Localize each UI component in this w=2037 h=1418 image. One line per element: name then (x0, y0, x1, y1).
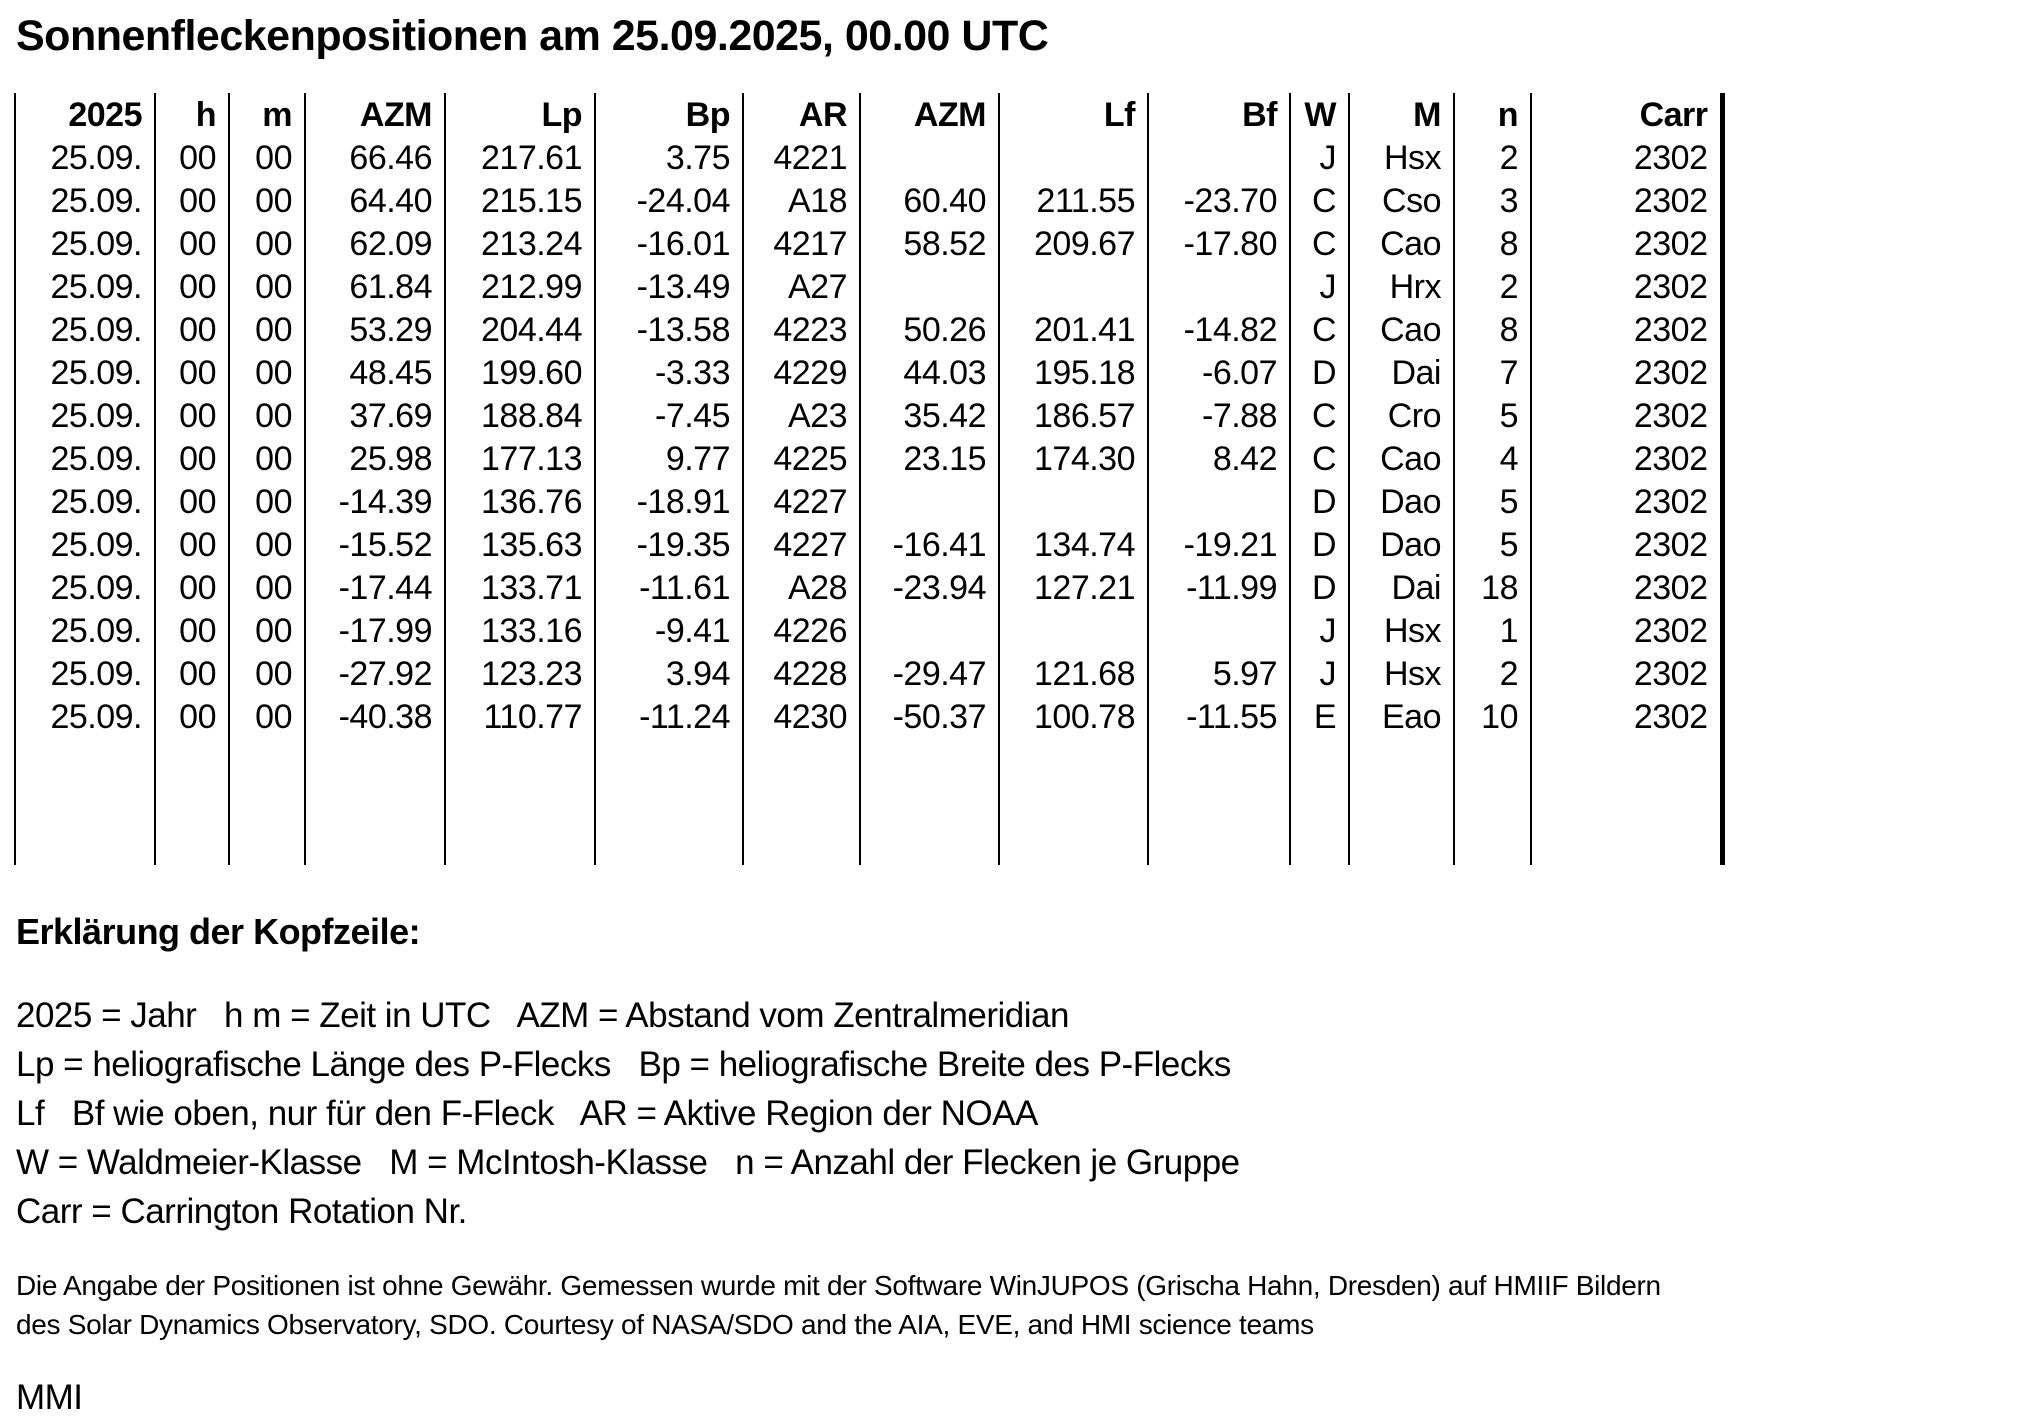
table-cell: 2302 (1531, 438, 1722, 481)
table-cell: 00 (229, 438, 305, 481)
table-cell: Dai (1349, 352, 1454, 395)
table-cell (1148, 266, 1290, 309)
table-cell: 00 (229, 223, 305, 266)
table-cell: C (1290, 223, 1349, 266)
table-cell: 00 (229, 309, 305, 352)
table-cell: 00 (155, 481, 229, 524)
table-cell: 2302 (1531, 567, 1722, 610)
table-cell: 4228 (743, 653, 860, 696)
table-cell: 00 (155, 266, 229, 309)
table-cell: -11.99 (1148, 567, 1290, 610)
table-cell: C (1290, 180, 1349, 223)
table-cell: Dao (1349, 524, 1454, 567)
table-cell: J (1290, 266, 1349, 309)
table-cell (999, 266, 1148, 309)
table-cell: 25.09. (15, 352, 155, 395)
table-cell: D (1290, 524, 1349, 567)
table-cell: -27.92 (305, 653, 445, 696)
table-cell: 2 (1454, 137, 1531, 180)
table-cell: 00 (229, 352, 305, 395)
table-cell: 2302 (1531, 352, 1722, 395)
table-cell: -24.04 (595, 180, 743, 223)
table-cell: 00 (229, 395, 305, 438)
table-cell: 00 (155, 653, 229, 696)
table-cell: -40.38 (305, 696, 445, 739)
table-spacer-cell (229, 739, 305, 865)
table-cell: 215.15 (445, 180, 595, 223)
table-cell: 00 (229, 266, 305, 309)
column-header: W (1290, 93, 1349, 137)
table-spacer-cell (743, 739, 860, 865)
legend-line: Lf Bf wie oben, nur für den F-Fleck AR = Aktive Region der NOAA (16, 1094, 1038, 1133)
table-cell: -6.07 (1148, 352, 1290, 395)
table-cell: 25.09. (15, 309, 155, 352)
table-cell: 212.99 (445, 266, 595, 309)
table-cell: 4225 (743, 438, 860, 481)
table-cell: 110.77 (445, 696, 595, 739)
table-cell: Hsx (1349, 137, 1454, 180)
table-cell: -23.70 (1148, 180, 1290, 223)
table-cell: 4223 (743, 309, 860, 352)
table-cell: 5 (1454, 481, 1531, 524)
table-cell: 5 (1454, 395, 1531, 438)
table-cell: 00 (229, 567, 305, 610)
table-cell: A23 (743, 395, 860, 438)
table-cell: 25.09. (15, 395, 155, 438)
table-cell: 4227 (743, 524, 860, 567)
table-cell: 48.45 (305, 352, 445, 395)
table-cell: Cso (1349, 180, 1454, 223)
table-cell: E (1290, 696, 1349, 739)
legend-heading: Erklärung der Kopfzeile: (16, 911, 421, 952)
table-cell: -17.99 (305, 610, 445, 653)
table-cell: 60.40 (860, 180, 999, 223)
table-cell: 5 (1454, 524, 1531, 567)
table-cell: 199.60 (445, 352, 595, 395)
table-spacer-cell (15, 739, 155, 865)
table-cell (999, 481, 1148, 524)
table-cell: 186.57 (999, 395, 1148, 438)
table-cell: 136.76 (445, 481, 595, 524)
table-cell: 4 (1454, 438, 1531, 481)
table-cell: 25.98 (305, 438, 445, 481)
table-cell: 2302 (1531, 223, 1722, 266)
column-header: AR (743, 93, 860, 137)
table-row (15, 567, 1722, 610)
table-cell: 8 (1454, 223, 1531, 266)
disclaimer-line: Die Angabe der Positionen ist ohne Gewähr. Gemessen wurde mit der Software WinJUPOS (Grischa Hahn, Dresden) auf HMIIF Bildern (16, 1270, 1661, 1301)
table-cell: 00 (155, 395, 229, 438)
table-cell (860, 137, 999, 180)
table-cell: 25.09. (15, 696, 155, 739)
table-cell: -15.52 (305, 524, 445, 567)
page-title: Sonnenfleckenpositionen am 25.09.2025, 00.00 UTC (16, 12, 1049, 60)
column-header: M (1349, 93, 1454, 137)
table-cell: J (1290, 137, 1349, 180)
table-row (15, 180, 1722, 223)
table-spacer-cell (1148, 739, 1290, 865)
table-spacer-cell (445, 739, 595, 865)
table-cell: -13.58 (595, 309, 743, 352)
table-cell: 00 (229, 524, 305, 567)
table-cell: 00 (155, 696, 229, 739)
table-row (15, 137, 1722, 180)
table-cell: A28 (743, 567, 860, 610)
table-cell: 2302 (1531, 137, 1722, 180)
table-spacer-cell (860, 739, 999, 865)
table-cell: 37.69 (305, 395, 445, 438)
table-cell: 10 (1454, 696, 1531, 739)
table-cell: Hsx (1349, 653, 1454, 696)
table-cell: -23.94 (860, 567, 999, 610)
table-cell: 58.52 (860, 223, 999, 266)
table-cell: 3 (1454, 180, 1531, 223)
table-spacer-cell (155, 739, 229, 865)
table-spacer-cell (305, 739, 445, 865)
table-cell: 133.71 (445, 567, 595, 610)
table-cell: 18 (1454, 567, 1531, 610)
table-cell: 2302 (1531, 395, 1722, 438)
table-cell: 201.41 (999, 309, 1148, 352)
table-cell: -11.24 (595, 696, 743, 739)
table-cell: 25.09. (15, 481, 155, 524)
table-cell: 00 (229, 180, 305, 223)
table-cell: 62.09 (305, 223, 445, 266)
table-row (15, 696, 1722, 739)
table-cell: 00 (155, 524, 229, 567)
table-cell: 25.09. (15, 223, 155, 266)
footer-initials: MMI (16, 1378, 83, 1417)
table-cell: 4229 (743, 352, 860, 395)
column-header: Bp (595, 93, 743, 137)
table-cell: 217.61 (445, 137, 595, 180)
table-cell: 25.09. (15, 567, 155, 610)
table-cell: 5.97 (1148, 653, 1290, 696)
table-cell: 66.46 (305, 137, 445, 180)
table-cell: 177.13 (445, 438, 595, 481)
table-cell: 00 (155, 309, 229, 352)
table-cell: 8 (1454, 309, 1531, 352)
table-cell: 9.77 (595, 438, 743, 481)
table-row (15, 223, 1722, 266)
table-cell: 209.67 (999, 223, 1148, 266)
table-cell: 44.03 (860, 352, 999, 395)
table-cell: 61.84 (305, 266, 445, 309)
table-cell: 00 (229, 481, 305, 524)
table-cell: 100.78 (999, 696, 1148, 739)
table-cell: -16.01 (595, 223, 743, 266)
column-header: AZM (305, 93, 445, 137)
table-cell: 213.24 (445, 223, 595, 266)
table-cell: -17.80 (1148, 223, 1290, 266)
table-cell: 00 (229, 696, 305, 739)
table-cell: 2302 (1531, 309, 1722, 352)
table-cell: D (1290, 567, 1349, 610)
table-cell: 133.16 (445, 610, 595, 653)
table-cell: 25.09. (15, 266, 155, 309)
table-cell: -19.35 (595, 524, 743, 567)
legend-line: Lp = heliografische Länge des P-Flecks Bp = heliografische Breite des P-Flecks (16, 1045, 1231, 1084)
table-cell: D (1290, 481, 1349, 524)
table-cell: 25.09. (15, 180, 155, 223)
table-cell: 2 (1454, 266, 1531, 309)
table-row (15, 309, 1722, 352)
table-cell: 4227 (743, 481, 860, 524)
table-row (15, 438, 1722, 481)
table-cell: 00 (229, 137, 305, 180)
table-cell: 195.18 (999, 352, 1148, 395)
table-cell: 00 (155, 180, 229, 223)
table-cell (999, 137, 1148, 180)
table-cell: 2302 (1531, 653, 1722, 696)
table-cell: 174.30 (999, 438, 1148, 481)
table-cell: 53.29 (305, 309, 445, 352)
table-cell: -11.55 (1148, 696, 1290, 739)
table-cell: -11.61 (595, 567, 743, 610)
table-cell: 00 (155, 352, 229, 395)
disclaimer-line: des Solar Dynamics Observatory, SDO. Courtesy of NASA/SDO and the AIA, EVE, and HMI science teams (16, 1309, 1314, 1340)
table-cell: 00 (229, 610, 305, 653)
table-cell: 3.75 (595, 137, 743, 180)
table-cell: -14.82 (1148, 309, 1290, 352)
table-cell: 1 (1454, 610, 1531, 653)
table-row (15, 395, 1722, 438)
table-cell: 00 (155, 567, 229, 610)
table-cell: 3.94 (595, 653, 743, 696)
table-cell (1148, 610, 1290, 653)
table-cell: 2302 (1531, 696, 1722, 739)
table-cell: J (1290, 610, 1349, 653)
table-cell: -13.49 (595, 266, 743, 309)
table-cell: 25.09. (15, 653, 155, 696)
table-cell: 135.63 (445, 524, 595, 567)
table-cell: -14.39 (305, 481, 445, 524)
table-cell: -18.91 (595, 481, 743, 524)
table-cell: 123.23 (445, 653, 595, 696)
table-cell: 25.09. (15, 438, 155, 481)
table-cell: 4226 (743, 610, 860, 653)
table-cell: -7.88 (1148, 395, 1290, 438)
table-cell: -3.33 (595, 352, 743, 395)
table-cell: J (1290, 653, 1349, 696)
column-header: h (155, 93, 229, 137)
table-cell (1148, 137, 1290, 180)
table-spacer-cell (1454, 739, 1531, 865)
table-cell: 4230 (743, 696, 860, 739)
table-row (15, 266, 1722, 309)
table-cell (860, 610, 999, 653)
table-cell: -50.37 (860, 696, 999, 739)
table-cell: 00 (155, 223, 229, 266)
table-spacer-cell (999, 739, 1148, 865)
table-cell: 188.84 (445, 395, 595, 438)
legend-lines (16, 991, 2037, 1236)
table-cell: 7 (1454, 352, 1531, 395)
column-header: 2025 (15, 93, 155, 137)
table-cell: A18 (743, 180, 860, 223)
table-cell: 8.42 (1148, 438, 1290, 481)
table-cell: 2 (1454, 653, 1531, 696)
table-cell: 4217 (743, 223, 860, 266)
table-cell: 25.09. (15, 524, 155, 567)
table-cell: 23.15 (860, 438, 999, 481)
table-cell: -16.41 (860, 524, 999, 567)
table-cell: 211.55 (999, 180, 1148, 223)
table-spacer-cell (1531, 739, 1722, 865)
column-header: Bf (1148, 93, 1290, 137)
column-header: m (229, 93, 305, 137)
column-header: n (1454, 93, 1531, 137)
table-cell: Dao (1349, 481, 1454, 524)
table-cell: -29.47 (860, 653, 999, 696)
table-cell: 2302 (1531, 266, 1722, 309)
legend-line: W = Waldmeier-Klasse M = McIntosh-Klasse n = Anzahl der Flecken je Gruppe (16, 1143, 1240, 1182)
table-cell: 121.68 (999, 653, 1148, 696)
table-cell: -7.45 (595, 395, 743, 438)
table-cell: 2302 (1531, 610, 1722, 653)
table-cell: 00 (229, 653, 305, 696)
table-cell: Cro (1349, 395, 1454, 438)
table-cell: C (1290, 438, 1349, 481)
table-cell: 2302 (1531, 180, 1722, 223)
table-row (15, 524, 1722, 567)
table-cell: 35.42 (860, 395, 999, 438)
table-cell: 50.26 (860, 309, 999, 352)
sunspot-position-table (14, 93, 1725, 865)
legend-line: 2025 = Jahr h m = Zeit in UTC AZM = Abstand vom Zentralmeridian (16, 996, 1069, 1035)
table-cell: -9.41 (595, 610, 743, 653)
table-cell: -17.44 (305, 567, 445, 610)
disclaimer (16, 1266, 2037, 1344)
table-spacer-cell (595, 739, 743, 865)
table-header-row (15, 93, 1722, 137)
table-cell (999, 610, 1148, 653)
table-cell: Cao (1349, 309, 1454, 352)
table-cell (860, 481, 999, 524)
table-cell: C (1290, 395, 1349, 438)
column-header: Carr (1531, 93, 1722, 137)
table-cell: A27 (743, 266, 860, 309)
table-cell: -19.21 (1148, 524, 1290, 567)
table-cell: 127.21 (999, 567, 1148, 610)
table-cell: 00 (155, 137, 229, 180)
table-cell: 00 (155, 438, 229, 481)
table-cell: Hrx (1349, 266, 1454, 309)
column-header: Lf (999, 93, 1148, 137)
table-row (15, 653, 1722, 696)
table-cell: 2302 (1531, 524, 1722, 567)
table-cell: 4221 (743, 137, 860, 180)
table-row (15, 610, 1722, 653)
table-cell (860, 266, 999, 309)
table-cell: 2302 (1531, 481, 1722, 524)
table-cell: 25.09. (15, 610, 155, 653)
table-spacer-row (15, 739, 1722, 865)
table-cell: Hsx (1349, 610, 1454, 653)
table-body (15, 137, 1722, 865)
table-cell: Eao (1349, 696, 1454, 739)
table-cell: 25.09. (15, 137, 155, 180)
table-cell (1148, 481, 1290, 524)
column-header: AZM (860, 93, 999, 137)
table-cell: 00 (155, 610, 229, 653)
column-header: Lp (445, 93, 595, 137)
table-cell: Cao (1349, 223, 1454, 266)
table-spacer-cell (1349, 739, 1454, 865)
legend-line: Carr = Carrington Rotation Nr. (16, 1192, 467, 1231)
table-cell: C (1290, 309, 1349, 352)
table-cell: D (1290, 352, 1349, 395)
table-cell: 204.44 (445, 309, 595, 352)
table-cell: Cao (1349, 438, 1454, 481)
table-row (15, 481, 1722, 524)
table-cell: Dai (1349, 567, 1454, 610)
table-row (15, 352, 1722, 395)
table-spacer-cell (1290, 739, 1349, 865)
table-cell: 64.40 (305, 180, 445, 223)
table-cell: 134.74 (999, 524, 1148, 567)
